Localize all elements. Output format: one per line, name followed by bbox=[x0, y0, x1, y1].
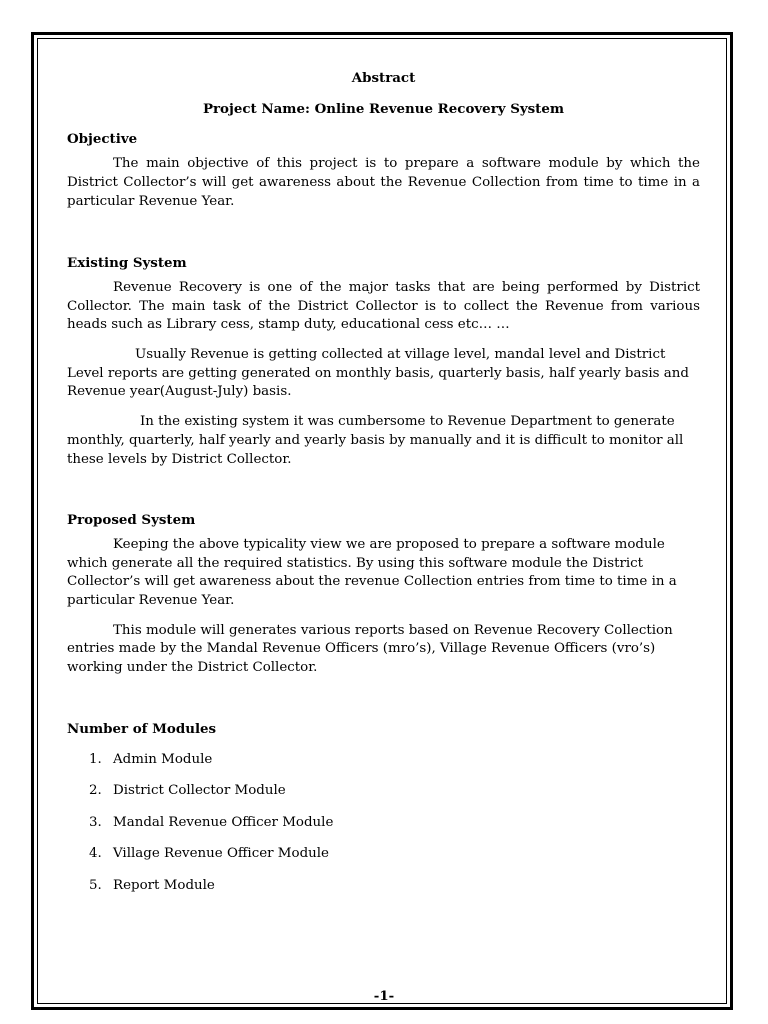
list-item-label: Admin Module bbox=[113, 751, 213, 767]
page-number: -1- bbox=[373, 988, 395, 1004]
objective-paragraph: The main objective of this project is to prepare a software module by which the District Collector’s will get awareness about the Revenue Collection from time to time in a particular Revenue Year. bbox=[67, 156, 700, 209]
modules-heading: Number of Modules bbox=[67, 720, 217, 737]
list-item-label: District Collector Module bbox=[113, 783, 286, 799]
list-item-label: Mandal Revenue Officer Module bbox=[113, 814, 334, 830]
objective-heading: Objective bbox=[67, 131, 138, 148]
page-content bbox=[67, 66, 700, 908]
proposed-paragraph-1: Keeping the above typicality view we are proposed to prepare a software module which generate all the required statistics. By using this software module the District Collector’s will get awareness about the revenue Collection entries from time to time in a particular Revenue Year. bbox=[67, 536, 677, 609]
modules-list bbox=[67, 751, 700, 909]
project-name: Project Name: Online Revenue Recovery System bbox=[202, 100, 565, 117]
existing-paragraph-3: In the existing system it was cumbersome to Revenue Department to generate monthly, quarterly, half yearly and yearly basis by manually and it is difficult to monitor all these levels by District Collector. bbox=[67, 414, 684, 467]
list-item bbox=[67, 814, 700, 846]
list-item-number: 4. bbox=[89, 846, 102, 862]
list-item bbox=[67, 845, 700, 877]
proposed-paragraph-2: This module will generates various reports based on Revenue Recovery Collection entries made by the Mandal Revenue Officers (mro’s), Village Revenue Officers (vro’s) working under the District Collector. bbox=[67, 622, 673, 676]
list-item bbox=[67, 751, 700, 783]
list-item-label: Village Revenue Officer Module bbox=[113, 846, 329, 862]
list-item-label: Report Module bbox=[113, 877, 215, 893]
proposed-system-heading: Proposed System bbox=[67, 512, 196, 529]
existing-paragraph-1: Revenue Recovery is one of the major tasks that are being performed by District Collector. The main task of the District Collector is to collect the Revenue from various heads such as Library cess, stamp duty, educational cess etc… … bbox=[67, 279, 700, 333]
document-title: Abstract bbox=[351, 70, 416, 86]
list-item-number: 3. bbox=[89, 814, 102, 830]
list-item bbox=[67, 782, 700, 814]
existing-system-heading: Existing System bbox=[67, 255, 187, 272]
list-item-number: 5. bbox=[89, 877, 102, 893]
list-item-number: 2. bbox=[89, 783, 102, 799]
existing-paragraph-2: Usually Revenue is getting collected at village level, mandal level and District Level reports are getting generated on monthly basis, quarterly basis, half yearly basis and Revenue year(August-July) basis. bbox=[67, 347, 689, 400]
list-item bbox=[67, 877, 700, 909]
list-item-number: 1. bbox=[89, 751, 102, 767]
